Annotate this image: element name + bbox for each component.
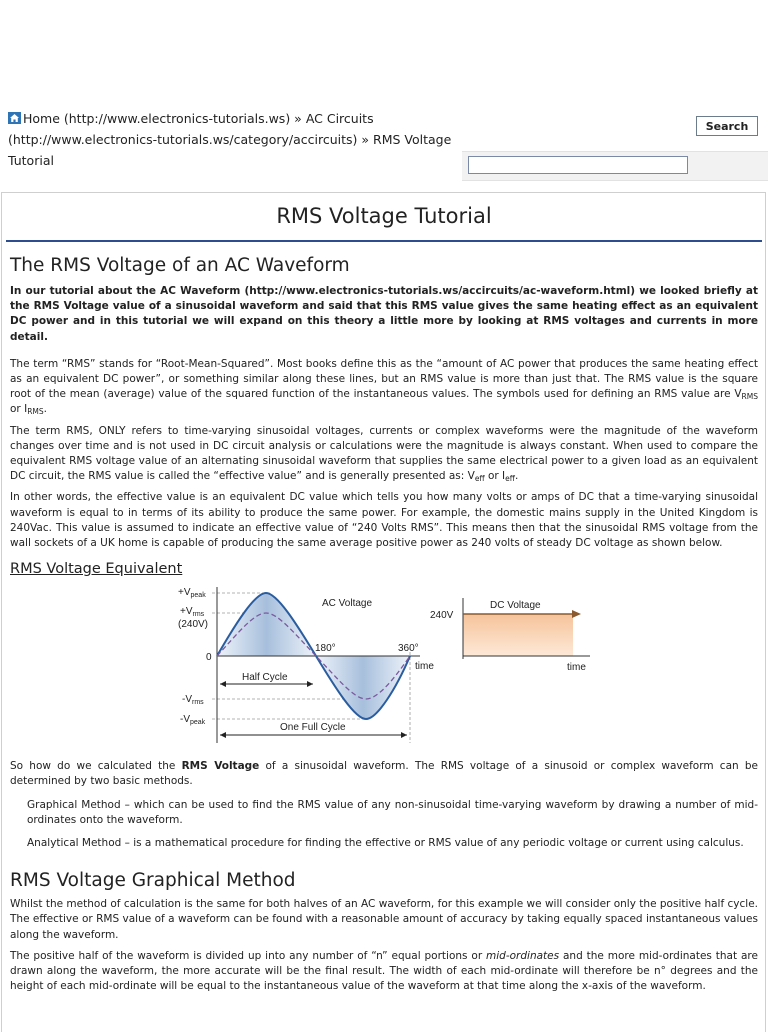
paragraph-graphical-intro: Whilst the method of calculation is the same for both halves of an AC waveform, for this example we will consider only the positive half cycle. The effective or RMS value of a waveform can be found with a reasonable amount of accuracy by taking equally spaced instantaneous values along the waveform. [10,898,758,941]
label-360-deg: 360° [398,643,419,655]
article-body [10,252,758,994]
positive-half-cycle [217,593,316,656]
breadcrumb-current: RMS Voltage Tutorial [8,132,452,168]
label-dc-240v: 240V [430,610,454,622]
title-divider [6,240,762,242]
label-vrms-neg: $-V_{rms}$ [182,694,204,707]
paragraph-rms-definition: The term “RMS” stands for “Root-Mean-Squared”. Most books define this as the “amount of AC power that produces the same heating effect as an equivalent DC power”, or something similar along these lines, but an RMS value is more than just that. The RMS value is the square root of the mean (average) value of the squared function of the instantaneous values. The symbols used for defining an RMS value are $V_{RMS}$ or $I_{RMS}$. [10,357,758,417]
breadcrumb-home-link[interactable]: Home (http://www.electronics-tutorials.ws) [23,111,291,126]
method-analytical: Analytical Method – is a mathematical procedure for finding the effective or RMS value of any periodic voltage or current using calculus. [27,837,744,850]
search-button[interactable]: Search [696,116,758,136]
subheading-rms-equivalent: RMS Voltage Equivalent [10,561,183,578]
breadcrumb-separator: » [357,132,374,147]
paragraph-mid-ordinates: The positive half of the waveform is divided up into any number of “n” equal portions or mid-ordinates and the more mid-ordinates that are drawn along the waveform, the more accurate will be the final result. The width of each mid-ordinate will therefore be n° degrees and the height of each mid-ordinate will be equal to the instantaneous value of the waveform at that time along the x-axis of the waveform. [10,949,758,993]
dc-arrowhead [572,610,581,618]
label-vrms-value: (240V) [178,619,209,631]
breadcrumb [8,108,488,171]
home-icon [8,112,21,124]
negative-half-cycle [316,656,410,719]
label-ac-voltage: AC Voltage [322,598,373,610]
method-graphical: Graphical Method – which can be used to find the RMS value of any non-sinusoidal time-varying waveform by drawing a number of mid-ordinates onto the waveform. [27,798,758,826]
search-input[interactable] [468,156,688,174]
label-dc-voltage: DC Voltage [490,600,541,612]
paragraph-uk-mains: In other words, the effective value is an equivalent DC value which tells you how many volts or amps of DC that a time-varying sinusoidal waveform is equal to in terms of its ability to produce the same power. For example, the domestic mains supply in the United Kingdom is 240Vac. This value is assumed to indicate an effective value of “240 Volts RMS”. This means then that the sinusoidal RMS voltage from the wall sockets of a UK home is capable of producing the same average positive power as 240 volts of steady DC voltage as shown below. [10,491,758,550]
label-180-deg: 180° [315,643,336,655]
section-heading-rms-voltage: The RMS Voltage of an AC Waveform [10,255,350,276]
section-heading-graphical-method: RMS Voltage Graphical Method [10,870,296,892]
breadcrumb-separator: » [290,111,306,126]
dc-voltage-block [463,614,573,656]
lead-paragraph: In our tutorial about the AC Waveform (http://www.electronics-tutorials.ws/accircuits/ac-waveform.html) we looked briefly at the RMS Voltage value of a sinusoidal waveform and said that this RMS value gives the same heating effect as an equivalent DC power and in this tutorial we will expand on this theory a little more by looking at RMS voltages and currents in more detail. [10,285,758,343]
label-full-cycle: One Full Cycle [280,722,346,734]
label-time-dc: time [567,662,586,674]
top-blank-area [0,0,768,107]
breadcrumb-category-link[interactable]: AC Circuits (http://www.electronics-tutorials.ws/category/accircuits) [8,111,374,147]
label-half-cycle: Half Cycle [242,672,288,684]
paragraph-methods-intro: So how do we calculated the RMS Voltage of a sinusoidal waveform. The RMS voltage of a sinusoid or complex waveform can be determined by two basic methods. [10,760,759,788]
label-vrms-pos: $+V_{rms}$ [180,606,205,619]
search-bar [462,151,768,181]
label-vpeak-neg: $-V_{peak}$ [180,714,206,727]
rms-voltage-diagram [10,583,758,755]
label-vpeak-pos: $+V_{peak}$ [178,587,206,600]
label-zero: 0 [206,652,212,664]
label-time-ac: time [415,661,434,673]
page-title: RMS Voltage Tutorial [276,204,492,228]
rms-dc-equivalence-figure [10,583,758,755]
paragraph-effective-value: The term RMS, ONLY refers to time-varying sinusoidal voltages, currents or complex waveforms were the magnitude of the waveform changes over time and is not used in DC circuit analysis or calculations were the magnitude is always constant. When used to compare the equivalent RMS voltage value of an alternating sinusoidal waveform that supplies the same electrical power to a given load as an equivalent DC circuit, the RMS value is called the “effective value” and is generally presented as: $V_{eff}$ or $I_{eff}$. [10,424,758,484]
